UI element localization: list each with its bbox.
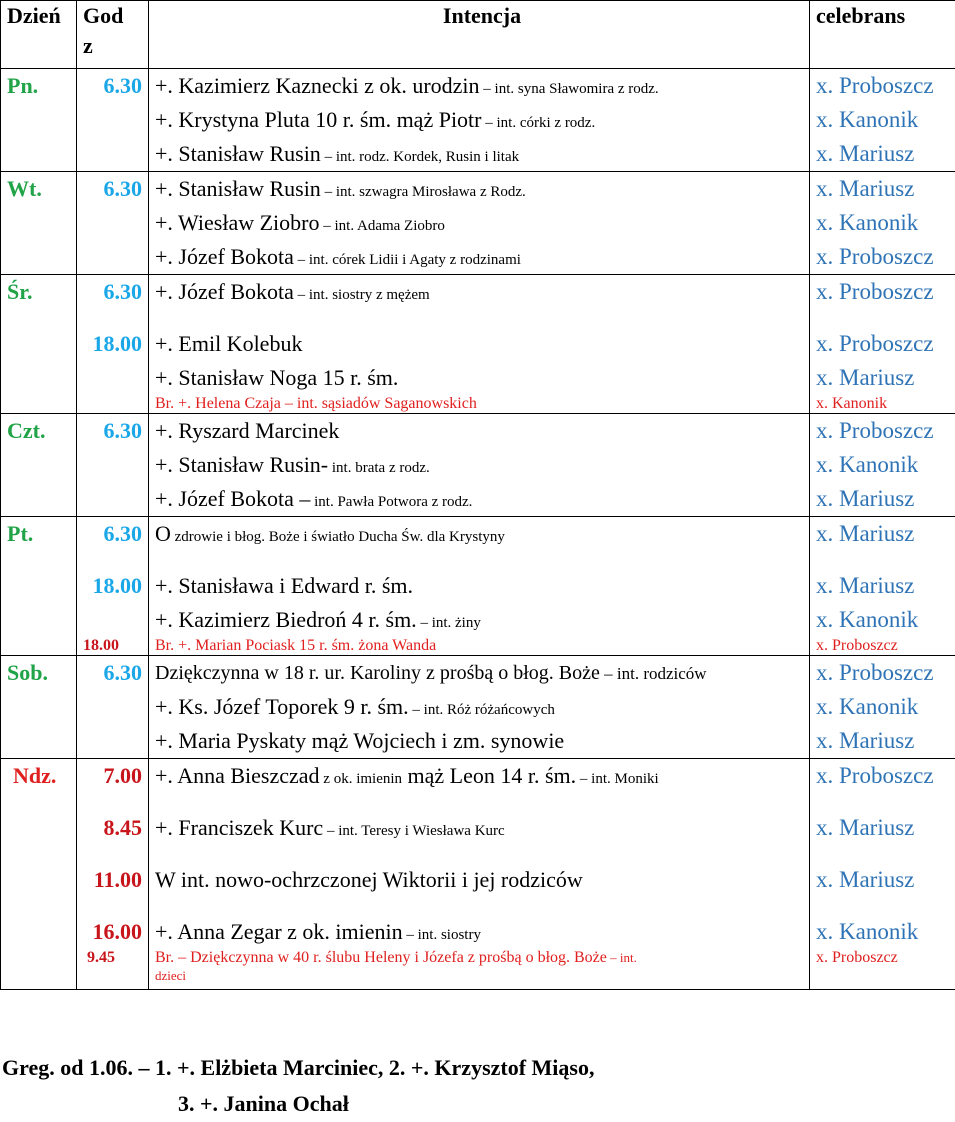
intention-line: +. Krystyna Pluta 10 r. śm. mąż Piotr – int. córki z rodz. [155, 103, 809, 137]
intention-line: +. Maria Pyskaty mąż Wojciech i zm. synowie [155, 724, 809, 758]
day-row-sat [1, 656, 955, 759]
hour-cell: 6.30 18.00 [77, 275, 149, 414]
intention-cell [149, 414, 810, 517]
celebrant-cell: x. Proboszcz x. Mariusz x. Mariusz x. Kanonik x. Proboszcz [810, 759, 955, 990]
hour-cell: 6.30 [77, 656, 149, 759]
intention-line: +. Kazimierz Kaznecki z ok. urodzin – int. syna Sławomira z rodz. [155, 69, 809, 103]
intention-line: +. Franciszek Kurc – int. Teresy i Wiesława Kurc [155, 793, 809, 845]
day-row-thu [1, 414, 955, 517]
day-row-wed [1, 275, 955, 414]
intention-line: +. Ks. Józef Toporek 9 r. śm. – int. Róż różańcowych [155, 690, 809, 724]
intention-cell [149, 517, 810, 656]
intention-line: +. Stanisław Rusin – int. rodz. Kordek, Rusin i litak [155, 137, 809, 171]
day-label: Ndz. [1, 759, 77, 990]
intention-line: +. Wiesław Ziobro – int. Adama Ziobro [155, 206, 809, 240]
intention-note-cont: dzieci [155, 967, 809, 989]
day-label: Wt. [1, 172, 77, 275]
day-label: Śr. [1, 275, 77, 414]
celebrant-cell: x. Proboszcz x. Proboszcz x. Mariusz x. Kanonik [810, 275, 955, 414]
day-row-fri [1, 517, 955, 656]
hour-cell: 6.30 [77, 414, 149, 517]
day-row-sun [1, 759, 955, 990]
intention-cell [149, 172, 810, 275]
intention-line: +. Józef Bokota – int. córek Lidii i Agaty z rodzinami [155, 240, 809, 274]
celebrant-cell: x. Mariusz x. Mariusz x. Kanonik x. Proboszcz [810, 517, 955, 656]
day-label: Pt. [1, 517, 77, 656]
celebrant-cell: x. Proboszcz x. Kanonik x. Mariusz [810, 414, 955, 517]
intention-line: +. Anna Bieszczad z ok. imienin mąż Leon 14 r. śm. – int. Moniki [155, 759, 809, 793]
intention-line: W int. nowo-ochrzczonej Wiktorii i jej rodziców [155, 845, 809, 897]
intention-note: Br. – Dziękczynna w 40 r. ślubu Heleny i Józefa z prośbą o błog. Boże – int. [155, 949, 809, 967]
intention-line: +. Stanisław Noga 15 r. śm. [155, 361, 809, 395]
intention-note: Br. +. Marian Pociask 15 r. śm. żona Wanda [155, 637, 809, 655]
footer-line-2: 3. +. Janina Ochał [2, 1086, 595, 1122]
intention-cell [149, 759, 810, 990]
header-row [1, 1, 955, 69]
intention-cell [149, 656, 810, 759]
intention-line: +. Kazimierz Biedroń 4 r. śm. – int. żiny [155, 603, 809, 637]
intention-line: +. Stanisław Rusin – int. szwagra Mirosława z Rodz. [155, 172, 809, 206]
day-label: Czt. [1, 414, 77, 517]
day-label: Pn. [1, 69, 77, 172]
intention-cell [149, 275, 810, 414]
intention-line: +. Józef Bokota – int. siostry z mężem [155, 275, 809, 309]
day-label: Sob. [1, 656, 77, 759]
intention-line: +. Józef Bokota – int. Pawła Potwora z rodz. [155, 482, 809, 516]
header-intention: Intencja [149, 1, 810, 69]
day-row-tue [1, 172, 955, 275]
intention-cell [149, 69, 810, 172]
intention-line: +. Ryszard Marcinek [155, 414, 809, 448]
hour-cell: 6.30 [77, 172, 149, 275]
intention-line: +. Stanisława i Edward r. śm. [155, 551, 809, 603]
celebrant-cell: x. Proboszcz x. Kanonik x. Mariusz [810, 69, 955, 172]
header-celebrant: celebrans [810, 1, 955, 69]
intention-line: +. Stanisław Rusin- int. brata z rodz. [155, 448, 809, 482]
header-day: Dzień [1, 1, 77, 69]
celebrant-cell: x. Proboszcz x. Kanonik x. Mariusz [810, 656, 955, 759]
gregorian-footer [2, 1050, 595, 1122]
intention-line: O zdrowie i błog. Boże i światło Ducha Św. dla Krystyny [155, 517, 809, 551]
hour-cell: 7.00 8.45 11.00 16.00 9.45 [77, 759, 149, 990]
intention-line: +. Anna Zegar z ok. imienin – int. siostry [155, 897, 809, 949]
footer-line-1: Greg. od 1.06. – 1. +. Elżbieta Marciniec, 2. +. Krzysztof Miąso, [2, 1050, 595, 1086]
intention-line: +. Emil Kolebuk [155, 309, 809, 361]
intention-line: Dziękczynna w 18 r. ur. Karoliny z prośbą o błog. Boże – int. rodziców [155, 656, 809, 690]
intention-note: Br. +. Helena Czaja – int. sąsiadów Saganowskich [155, 395, 809, 413]
header-hour: God z [77, 1, 149, 69]
celebrant-cell: x. Mariusz x. Kanonik x. Proboszcz [810, 172, 955, 275]
hour-cell: 6.30 18.00 18.00 [77, 517, 149, 656]
hour-cell: 6.30 [77, 69, 149, 172]
day-row-mon [1, 69, 955, 172]
